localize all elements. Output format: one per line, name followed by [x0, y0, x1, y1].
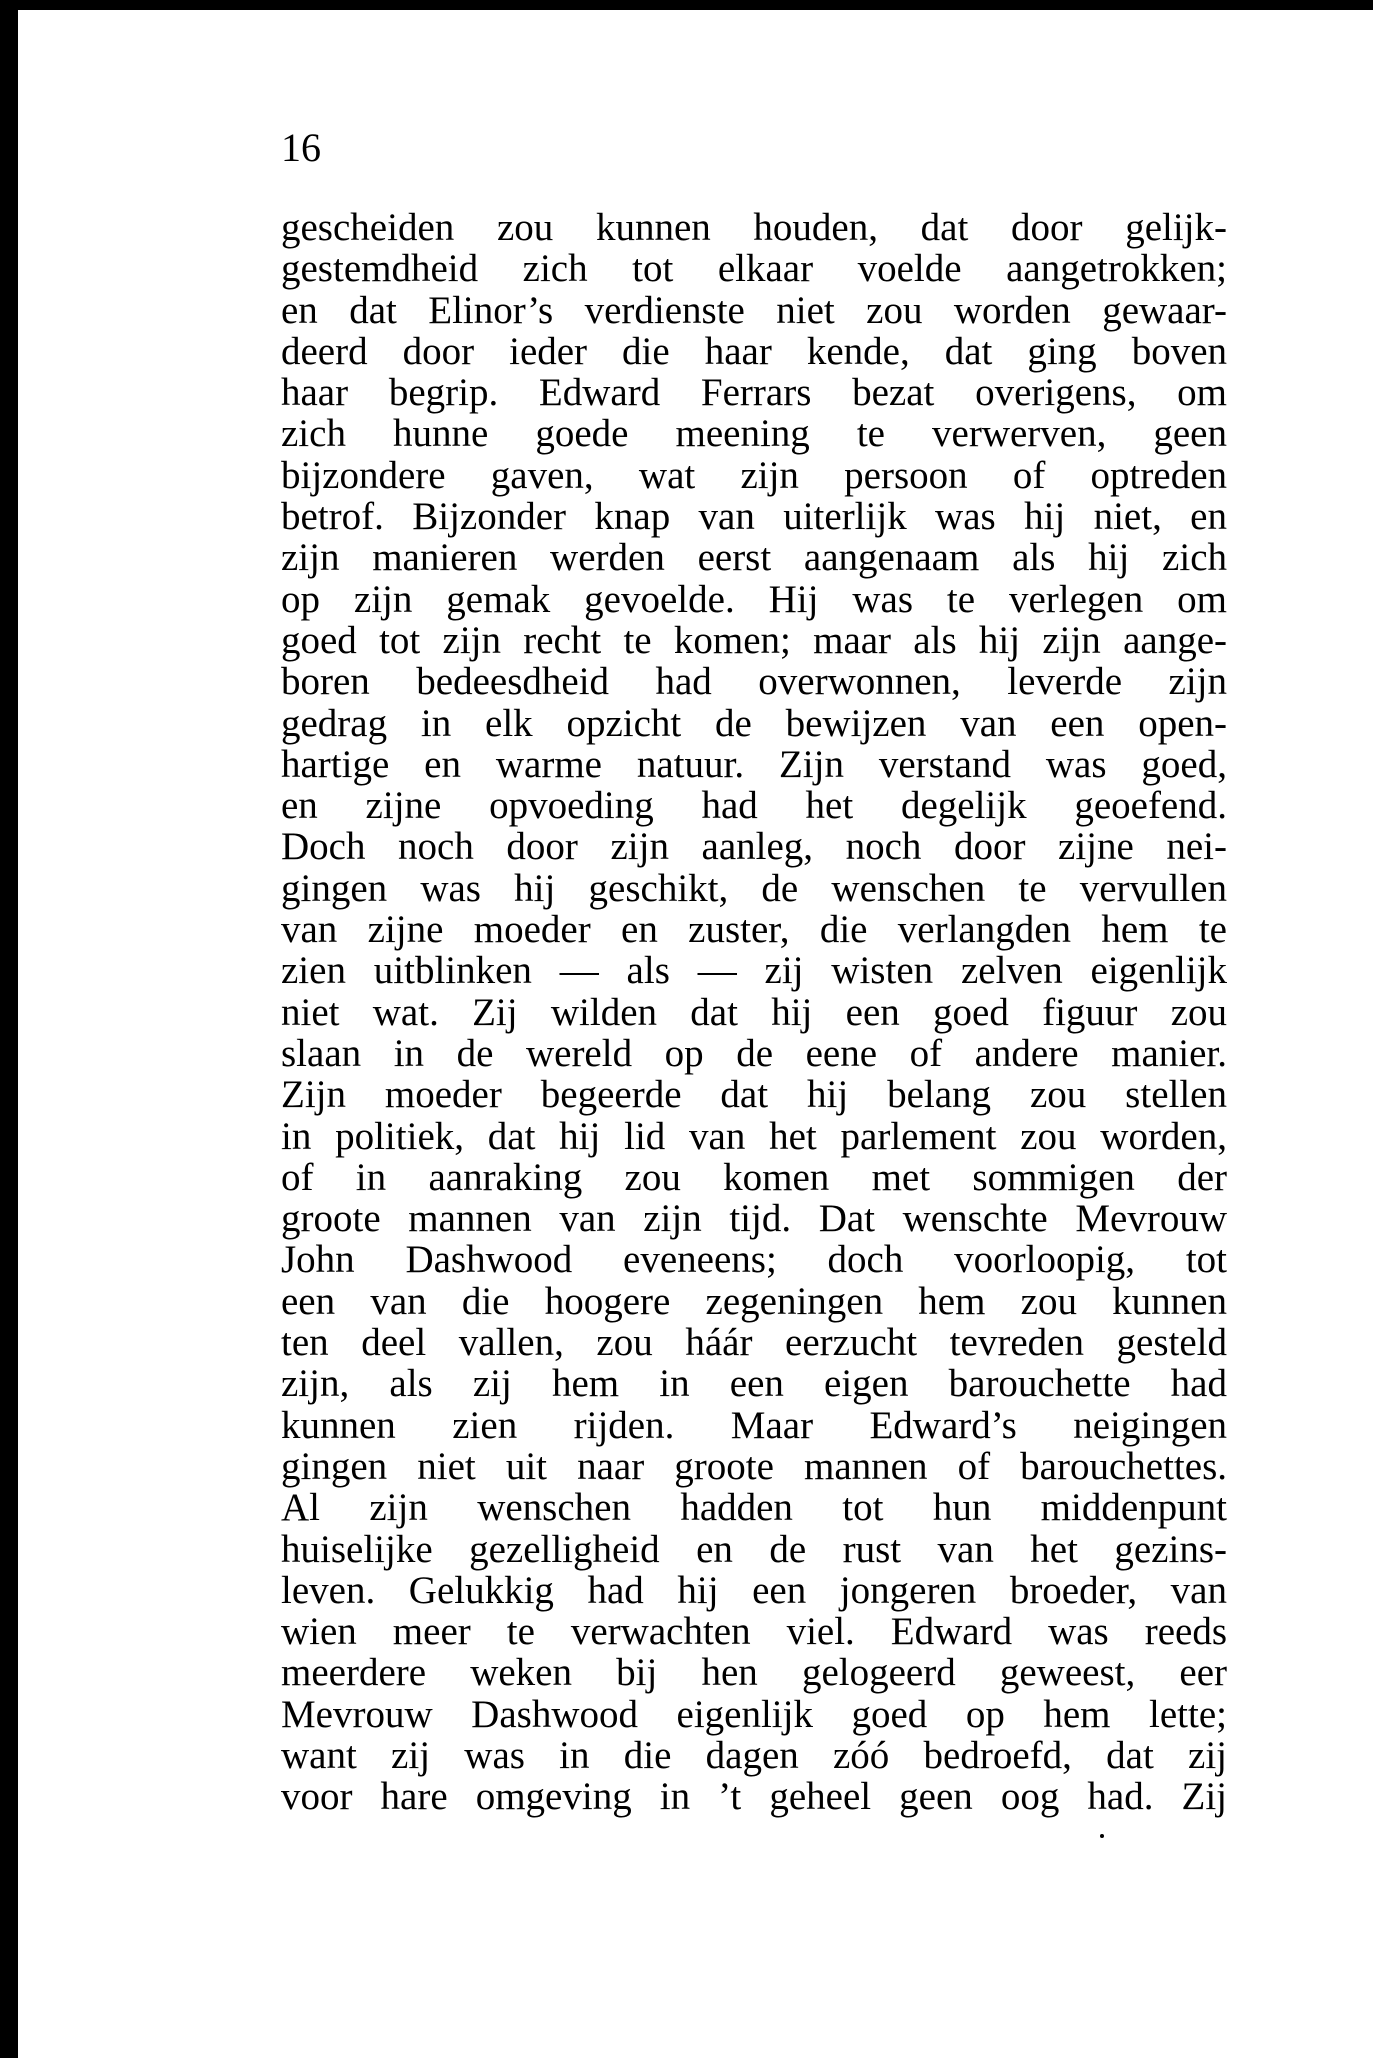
text-line: groote mannen van zijn tijd. Dat wenschte Mevrouw — [281, 1197, 1227, 1241]
page-number: 16 — [281, 125, 321, 170]
text-line: John Dashwood eveneens; doch voorloopig, tot — [281, 1238, 1227, 1282]
text-line: of in aanraking zou komen met sommigen der — [281, 1155, 1227, 1199]
text-line: in politiek, dat hij lid van het parlement zou worden, — [281, 1114, 1227, 1158]
text-line: want zij was in die dagen zóó bedroefd, dat zij — [281, 1733, 1227, 1777]
text-line: zijn manieren werden eerst aangenaam als hij zich — [281, 536, 1227, 580]
text-line: wien meer te verwachten viel. Edward was reeds — [281, 1610, 1227, 1654]
text-line: niet wat. Zij wilden dat hij een goed figuur zou — [281, 990, 1227, 1034]
ink-speck — [1100, 1834, 1104, 1838]
text-line: van zijne moeder en zuster, die verlangden hem te — [281, 908, 1227, 952]
text-line: deerd door ieder die haar kende, dat ging boven — [281, 329, 1227, 373]
text-line: gedrag in elk opzicht de bewijzen van een open- — [281, 701, 1227, 745]
text-line: en dat Elinor’s verdienste niet zou worden gewaar- — [281, 288, 1227, 332]
text-line: hartige en warme natuur. Zijn verstand was goed, — [281, 742, 1227, 786]
text-line: zich hunne goede meening te verwerven, geen — [281, 412, 1227, 456]
text-line: gescheiden zou kunnen houden, dat door gelijk- — [281, 206, 1227, 249]
text-line: boren bedeesdheid had overwonnen, leverde zijn — [281, 660, 1227, 704]
scan-edge-top — [0, 0, 1373, 10]
text-line: leven. Gelukkig had hij een jongeren broeder, van — [281, 1568, 1227, 1612]
text-line: slaan in de wereld op de eene of andere manier. — [281, 1031, 1227, 1075]
text-line: bijzondere gaven, wat zijn persoon of optreden — [281, 453, 1227, 497]
text-line: betrof. Bijzonder knap van uiterlijk was hij niet, en — [281, 495, 1227, 539]
text-line: gestemdheid zich tot elkaar voelde aangetrokken; — [281, 247, 1227, 291]
text-line: kunnen zien rijden. Maar Edward’s neigingen — [281, 1403, 1227, 1447]
text-line: gingen was hij geschikt, de wenschen te vervullen — [281, 866, 1227, 910]
text-line: Mevrouw Dashwood eigenlijk goed op hem lette; — [281, 1692, 1227, 1736]
text-line: voor hare omgeving in ’t geheel geen oog had. Zij — [281, 1775, 1227, 1819]
text-line: zijn, als zij hem in een eigen barouchette had — [281, 1362, 1227, 1406]
text-line: ten deel vallen, zou háár eerzucht tevreden gesteld — [281, 1321, 1227, 1365]
text-line: Al zijn wenschen hadden tot hun middenpunt — [281, 1486, 1227, 1530]
text-line: Doch noch door zijn aanleg, noch door zijne nei- — [281, 825, 1227, 869]
text-line: huiselijke gezelligheid en de rust van het gezins- — [281, 1527, 1227, 1571]
scan-edge-left — [0, 0, 18, 2058]
text-line: een van die hoogere zegeningen hem zou kunnen — [281, 1279, 1227, 1323]
text-line: meerdere weken bij hen gelogeerd geweest, eer — [281, 1651, 1227, 1695]
body-text — [281, 207, 1227, 1818]
text-line: zien uitblinken — als — zij wisten zelven eigenlijk — [281, 949, 1227, 993]
text-line: op zijn gemak gevoelde. Hij was te verlegen om — [281, 577, 1227, 621]
text-line: gingen niet uit naar groote mannen of barouchettes. — [281, 1444, 1227, 1488]
text-line: Zijn moeder begeerde dat hij belang zou stellen — [281, 1073, 1227, 1117]
text-line: en zijne opvoeding had het degelijk geoefend. — [281, 784, 1227, 828]
text-line: haar begrip. Edward Ferrars bezat overigens, om — [281, 371, 1227, 415]
text-line: goed tot zijn recht te komen; maar als hij zijn aange- — [281, 618, 1227, 662]
